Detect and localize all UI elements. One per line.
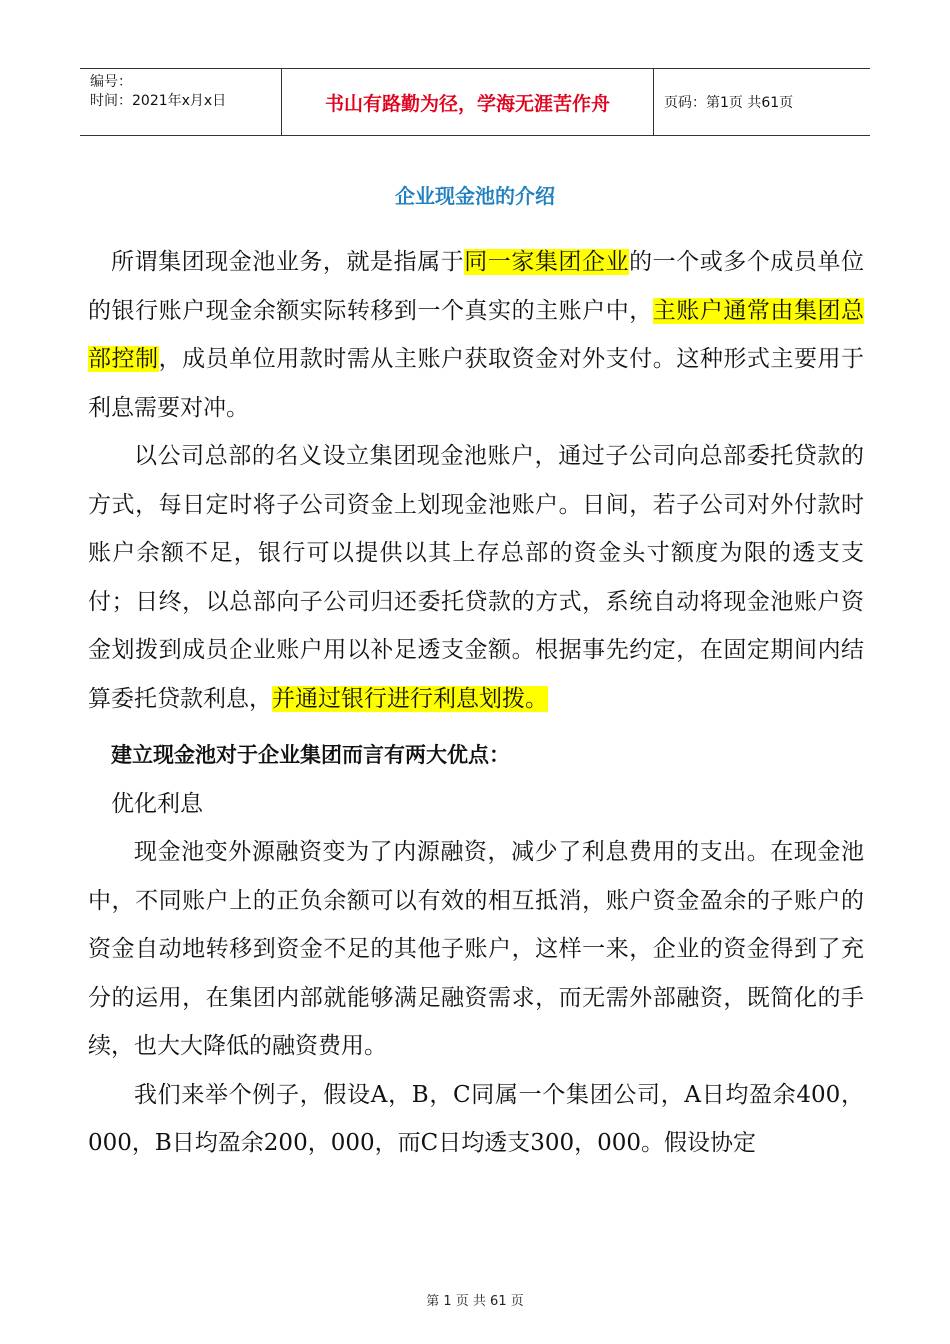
paragraph-1-text-b: 的一个或多个成员单位的银行账户现金余额实际转移到一个真实的主账户中， <box>88 249 865 324</box>
header-page-info: 页码：第1页 共61页 <box>664 95 794 111</box>
highlight-group-enterprise: 同一家集团企业 <box>464 249 630 275</box>
highlight-interest-transfer: 并通过银行进行利息划拨。 <box>272 685 548 712</box>
paragraph-1-text-c: ，成员单位用款时需从主账户获取资金对外支付。这种形式主要用于利息需要对冲。 <box>88 346 864 421</box>
document-date-label: 时间：2021年x月x日 <box>90 93 227 109</box>
section-heading: 建立现金池对于企业集团而言有两大优点： <box>111 743 510 767</box>
subheading-optimize-interest: 优化利息 <box>111 790 203 817</box>
paragraph-1 <box>88 238 864 432</box>
paragraph-4: 我们来举个例子，假设A，B，C同属一个集团公司，A日均盈余400，000，B日均盈余200，000，而C日均透支300，000。假设协定 <box>88 1081 864 1156</box>
paragraph-3: 现金池变外源融资变为了内源融资，减少了利息费用的支出。在现金池中，不同账户上的正负余额可以有效的相互抵消，账户资金盈余的子账户的资金自动地转移到资金不足的其他子账户，这样一来，企业的资金得到了充分的运用，在集团内部就能够满足融资需求，而无需外部融资，既简化的手续，也大大降低的融资费用。 <box>88 839 864 1059</box>
document-title: 企业现金池的介绍 <box>395 184 555 208</box>
document-number-label: 编号： <box>90 74 132 90</box>
header-motto: 书山有路勤为径，学海无涯苦作舟 <box>282 69 654 135</box>
page-footer: 第 1 页 共 61 页 <box>426 1294 524 1309</box>
document-body <box>88 238 864 1168</box>
spacer <box>88 723 864 731</box>
paragraph-2-text: 以公司总部的名义设立集团现金池账户，通过子公司向总部委托贷款的方式，每日定时将子公司资金上划现金池账户。日间，若子公司对外付款时账户余额不足，银行可以提供以其上存总部的资金头寸额度为限的透支支付；日终，以总部向子公司归还委托贷款的方式，系统自动将现金池账户资金划拨到成员企业账户用以补足透支金额。根据事先约定，在固定期间内结算委托贷款利息， <box>88 443 864 712</box>
page-header <box>80 68 870 136</box>
paragraph-1-text-a: 所谓集团现金池业务，就是指属于 <box>111 249 465 275</box>
highlight-main-account: 主账户通常由集团总部控制 <box>88 297 864 372</box>
header-meta <box>80 69 282 135</box>
paragraph-2 <box>88 432 864 723</box>
